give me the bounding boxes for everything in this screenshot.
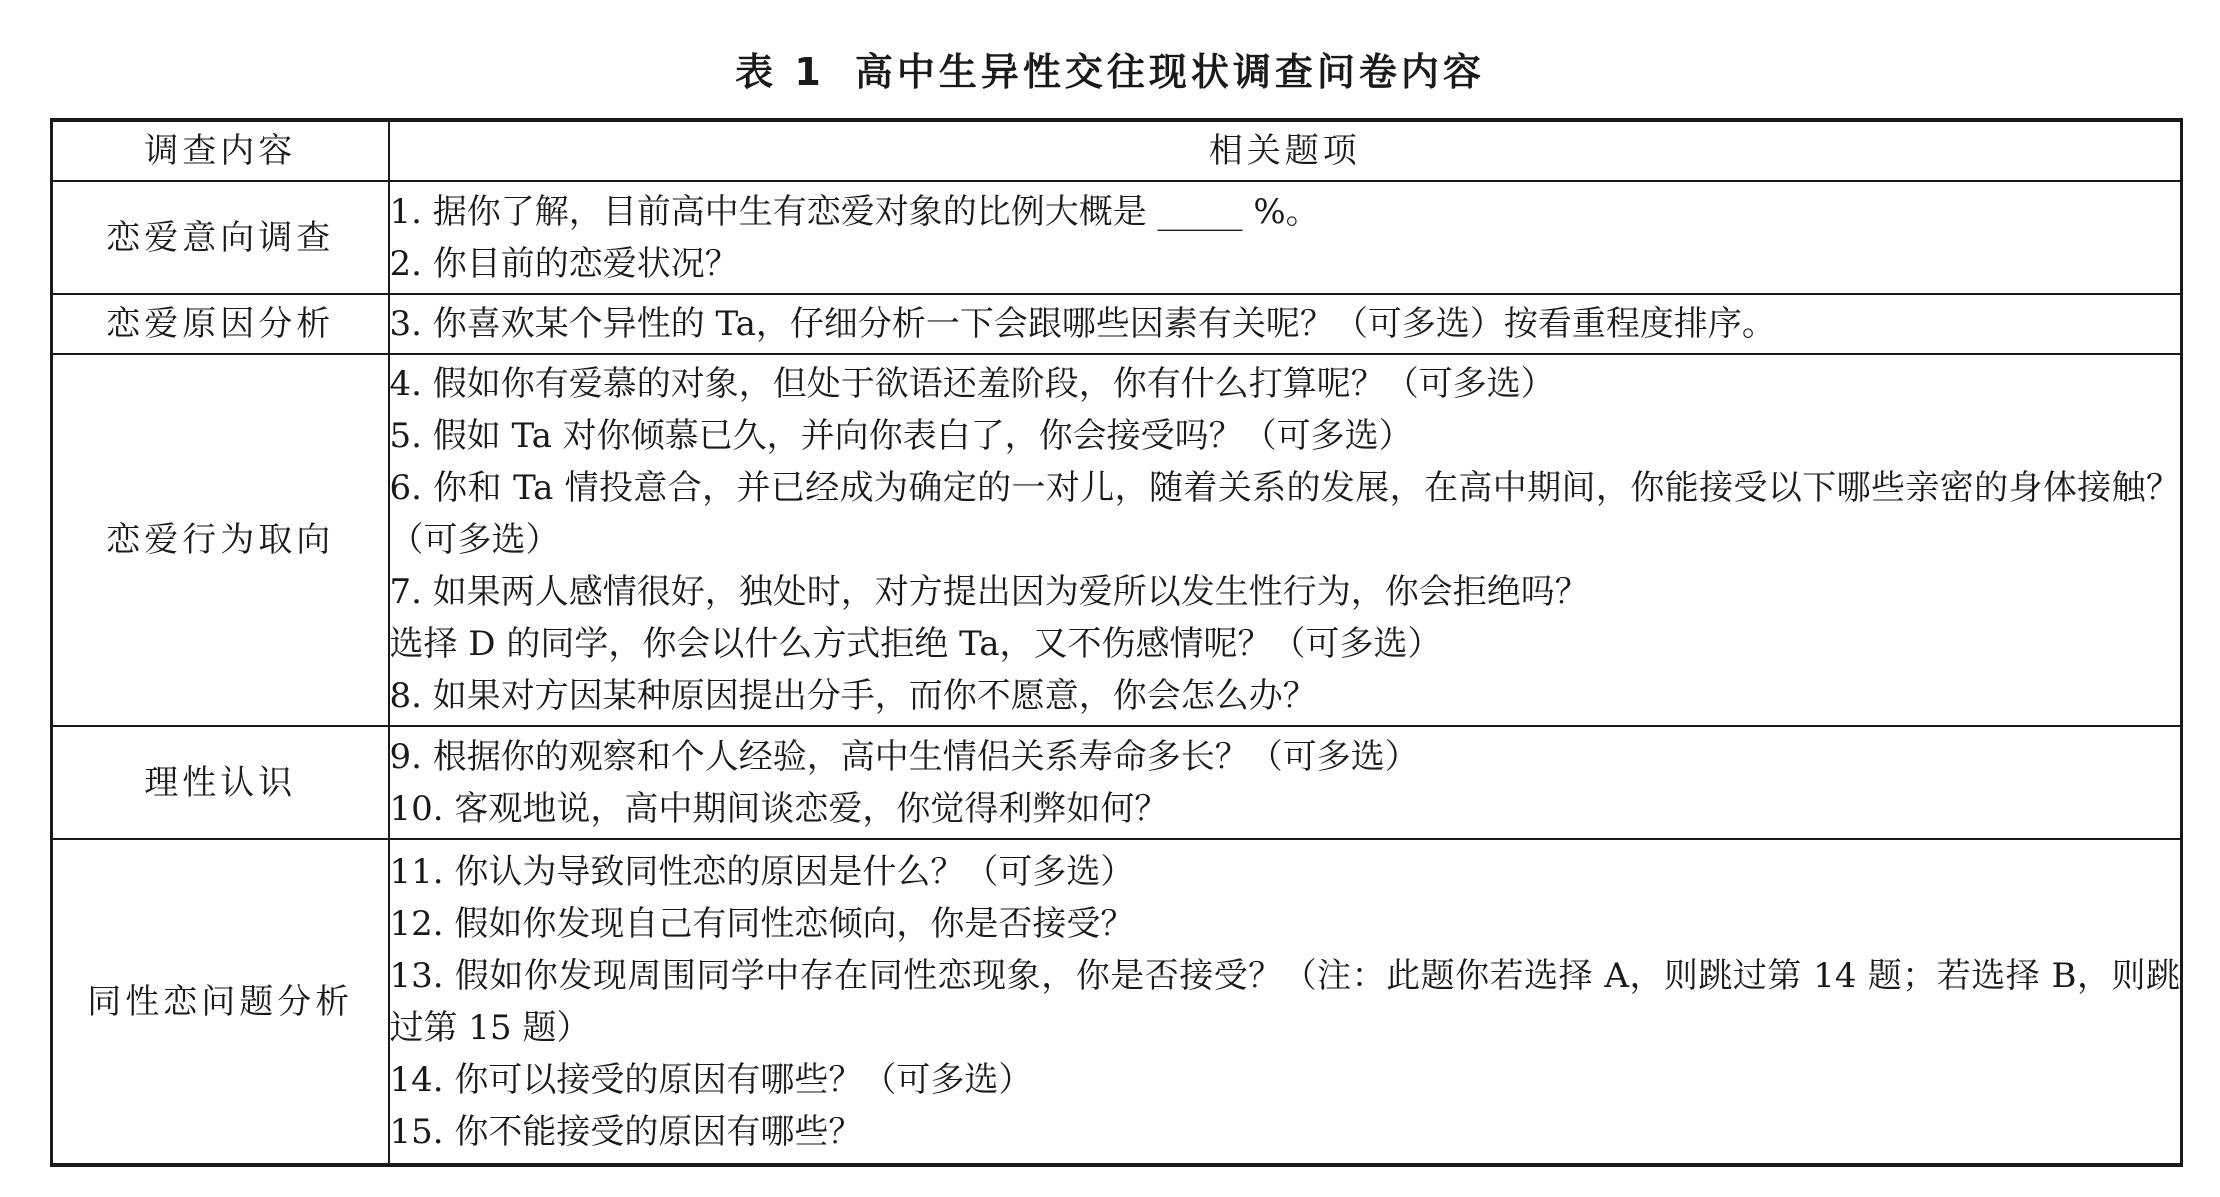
question-item: 11. 你认为导致同性恋的原因是什么？（可多选） <box>389 851 1135 892</box>
table-number: 表 1 <box>735 50 825 94</box>
row-items <box>389 294 2182 354</box>
question-item: 2. 你目前的恋爱状况？ <box>389 243 739 284</box>
question-item: 6. 你和 Ta 情投意合，并已经成为确定的一对儿，随着关系的发展，在高中期间，你能接受以下哪些亲密的身体接触？（可多选） <box>389 468 2180 560</box>
question-item: 15. 你不能接受的原因有哪些？ <box>389 1111 863 1152</box>
table-row <box>52 294 2182 354</box>
row-topic: 恋爱意向调查 <box>52 181 389 294</box>
table-row <box>52 839 2182 1165</box>
question-item: 9. 根据你的观察和个人经验，高中生情侣关系寿命多长？（可多选） <box>389 736 1419 777</box>
question-item: 13. 假如你发现周围同学中存在同性恋现象，你是否接受？（注：此题你若选择 A，则跳过第 14 题；若选择 B，则跳过第 15 题） <box>389 955 2180 1048</box>
question-item: 4. 假如你有爱慕的对象，但处于欲语还羞阶段，你有什么打算呢？（可多选） <box>389 364 1555 404</box>
table-row <box>52 181 2182 294</box>
table-row <box>52 726 2182 839</box>
row-topic: 理性认识 <box>52 726 389 839</box>
row-items <box>389 181 2182 294</box>
table-row <box>52 354 2182 726</box>
question-item: 1. 据你了解，目前高中生有恋爱对象的比例大概是 _____ %。 <box>389 191 1320 232</box>
header-survey-content: 调查内容 <box>52 120 389 181</box>
table-caption <box>0 48 2220 96</box>
question-item: 5. 假如 Ta 对你倾慕已久，并向你表白了，你会接受吗？（可多选） <box>389 416 1413 456</box>
question-item: 10. 客观地说，高中期间谈恋爱，你觉得利弊如何？ <box>389 788 1169 829</box>
question-item: 8. 如果对方因某种原因提出分手，而你不愿意，你会怎么办？ <box>389 676 1317 716</box>
row-topic: 同性恋问题分析 <box>52 839 389 1165</box>
row-topic: 恋爱行为取向 <box>52 354 389 726</box>
question-item: 3. 你喜欢某个异性的 Ta，仔细分析一下会跟哪些因素有关呢？（可多选）按看重程度排序。 <box>389 304 1776 344</box>
row-topic: 恋爱原因分析 <box>52 294 389 354</box>
row-items <box>389 726 2182 839</box>
survey-table <box>50 118 2183 1167</box>
header-related-items: 相关题项 <box>389 120 2182 181</box>
row-items <box>389 839 2182 1165</box>
question-item: 12. 假如你发现自己有同性恋倾向，你是否接受？ <box>389 903 1135 944</box>
question-item: 选择 D 的同学，你会以什么方式拒绝 Ta，又不伤感情呢？（可多选） <box>389 624 1442 664</box>
table-title: 高中生异性交往现状调查问卷内容 <box>854 50 1485 94</box>
row-items <box>389 354 2182 726</box>
header-row <box>52 120 2182 181</box>
question-item: 14. 你可以接受的原因有哪些？（可多选） <box>389 1059 1033 1100</box>
question-item: 7. 如果两人感情很好，独处时，对方提出因为爱所以发生性行为，你会拒绝吗？ <box>389 572 1589 612</box>
